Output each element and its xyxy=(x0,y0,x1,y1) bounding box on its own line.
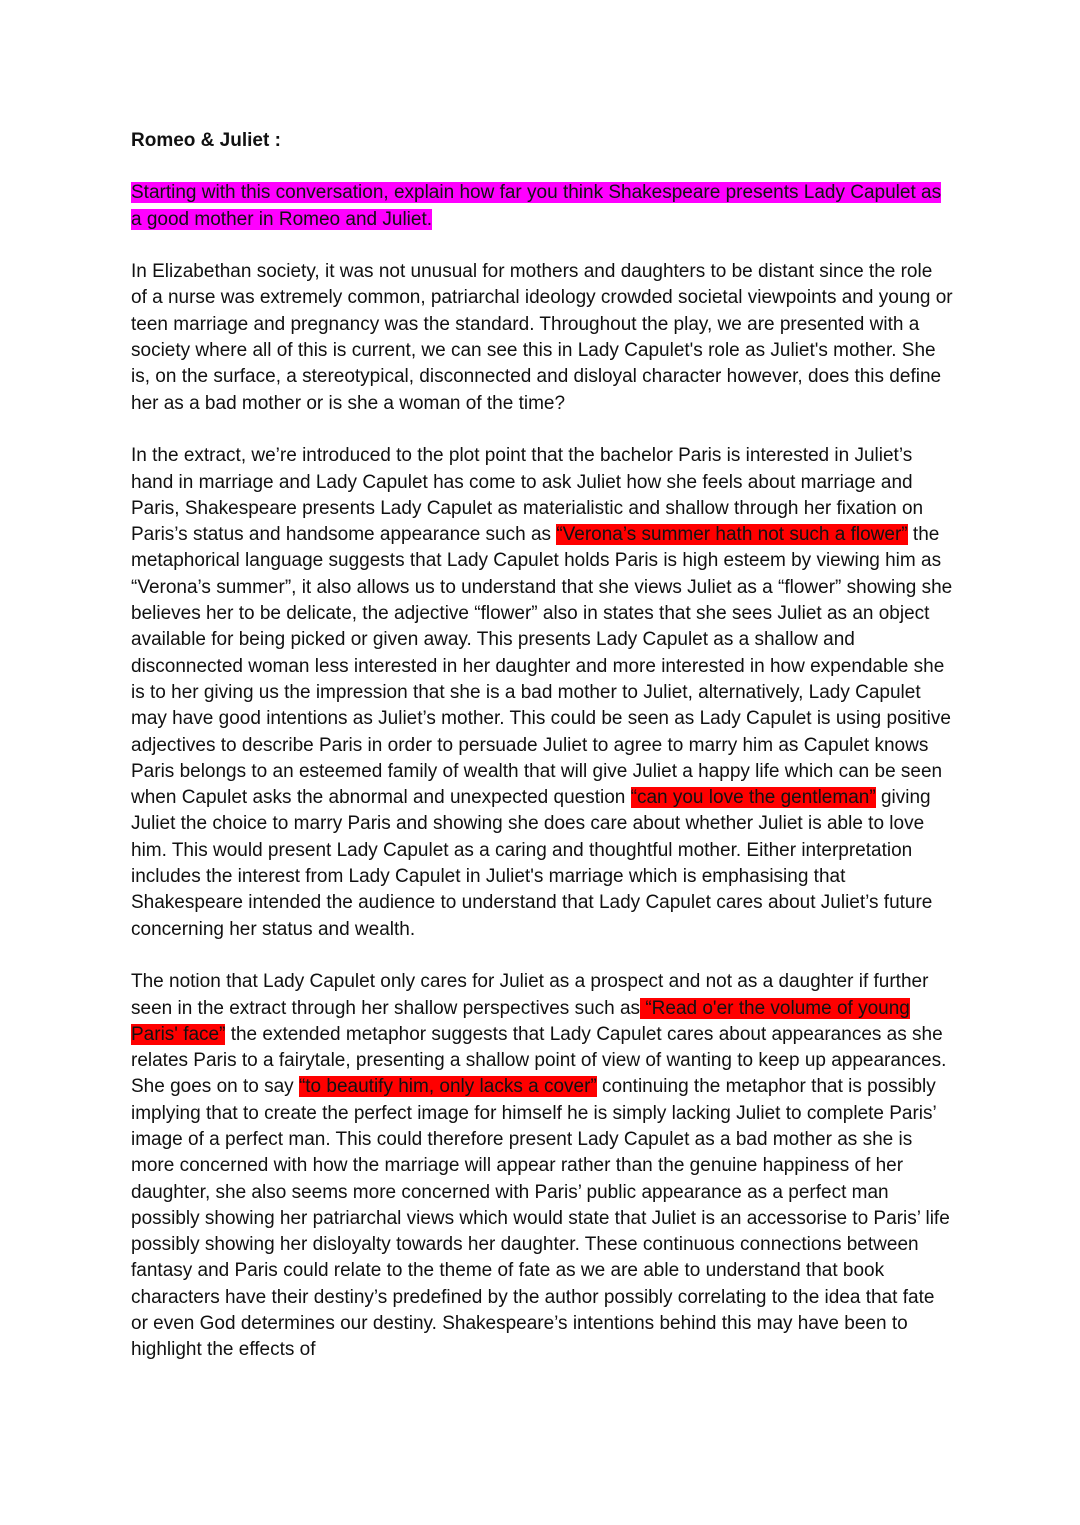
quote-highlight-gentleman: “can you love the gentleman” xyxy=(630,787,876,809)
paragraph-2-text-1: In the extract, we’re introduced to the plot point that the bachelor Paris is interested in Juliet’s hand in marriage and Lady Capulet has come to ask Juliet how she feels about marriage and Paris, Shakespeare presents Lady Capulet as materialistic and shallow through her fixation on Paris’s status and handsome appearance such as xyxy=(131,445,924,546)
essay-question xyxy=(131,180,953,233)
document-body xyxy=(131,128,953,1390)
paragraph-extract-analysis xyxy=(131,443,953,943)
paragraph-2-text-3: giving Juliet the choice to marry Paris and showing she does care about whether Juliet is able to love him. This would present Lady Capulet as a caring and thoughtful mother. Either interpretation includes the interest from Lady Capulet in Juliet's marriage which is emphasising that Shakespeare intended the audience to understand that Lady Capulet cares about Juliet’s future concerning her status and wealth. xyxy=(131,787,933,940)
quote-highlight-cover: “to beautify him, only lacks a cover” xyxy=(298,1076,597,1098)
paragraph-appearances xyxy=(131,969,953,1363)
document-title: Romeo & Juliet : xyxy=(131,130,281,151)
quote-highlight-volume: “Read o'er the volume of young Paris' face” xyxy=(131,997,910,1045)
paragraph-3-text-2: the extended metaphor suggests that Lady Capulet cares about appearances as she relates Paris to a fairytale, presenting a shallow point of view of wanting to keep up appearances. She goes on to say xyxy=(131,1023,947,1098)
paragraph-2-text-2: the metaphorical language suggests that Lady Capulet holds Paris is high esteem by viewing him as “Verona’s summer”, it also allows us to understand that she views Juliet as a “flower” showing she believes her to be delicate, the adjective “flower” also in states that she sees Juliet as an object available for being picked or given away. This presents Lady Capulet as a shallow and disconnected woman less interested in her daughter and more interested in how expendable she is to her giving us the impression that she is a bad mother to Juliet, alternatively, Lady Capulet may have good intentions as Juliet’s mother. This could be seen as Lady Capulet is using positive adjectives to describe Paris in order to persuade Juliet to agree to marry him as Capulet knows Paris belongs to an esteemed family of wealth that will give Juliet a happy life which can be seen when Capulet asks the abnormal and unexpected question xyxy=(131,524,953,809)
paragraph-3-text-1: The notion that Lady Capulet only cares for Juliet as a prospect and not as a daughter if further seen in the extract through her shallow perspectives such as xyxy=(131,971,929,1019)
paragraph-3-text-3: continuing the metaphor that is possibly implying that to create the perfect image for himself he is simply lacking Juliet to complete Paris’ image of a perfect man. This could therefore present Lady Capulet as a bad mother as she is more concerned with how the marriage will appear rather than the genuine happiness of her daughter, she also seems more concerned with Paris’ public appearance as a perfect man possibly showing her patriarchal views which would state that Juliet is an accessorise to Paris’ life possibly showing her disloyalty towards her daughter. These continuous connections between fantasy and Paris could relate to the theme of fate as we are able to understand that book characters have their destiny’s predefined by the author possibly correlating to the idea that fate or even God determines our destiny. Shakespeare’s intentions behind this may have been to highlight the effects of xyxy=(131,1076,950,1361)
question-highlight: Starting with this conversation, explain how far you think Shakespeare presents Lady Capulet as a good mother in Romeo and Juliet. xyxy=(131,182,942,230)
quote-highlight-verona: “Verona’s summer hath not such a flower” xyxy=(556,524,908,546)
paragraph-context: In Elizabethan society, it was not unusual for mothers and daughters to be distant since the role of a nurse was extremely common, patriarchal ideology crowded societal viewpoints and young or teen marriage and pregnancy was the standard. Throughout the play, we are presented with a society where all of this is current, we can see this in Lady Capulet's role as Juliet's mother. She is, on the surface, a stereotypical, disconnected and disloyal character however, does this define her as a bad mother or is she a woman of the time? xyxy=(131,261,953,414)
